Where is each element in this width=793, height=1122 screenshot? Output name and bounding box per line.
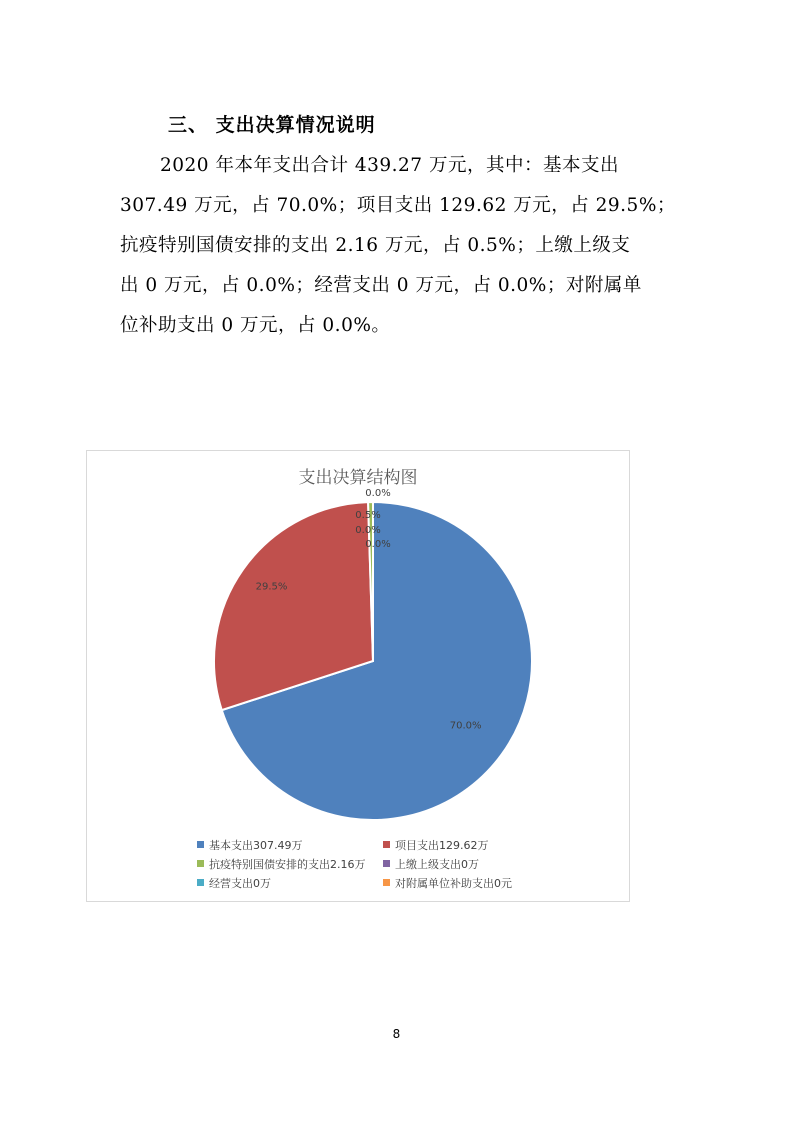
legend-item <box>383 839 489 853</box>
legend-swatch <box>197 841 204 848</box>
paragraph-line: 2020 年本年支出合计 439.27 万元，其中：基本支出 <box>160 155 619 176</box>
slice-label: 0.5% <box>355 510 381 521</box>
section-heading: 三、 支出决算情况说明 <box>168 114 376 136</box>
legend-swatch <box>197 879 204 886</box>
legend-label: 经营支出0万 <box>209 877 271 890</box>
legend-item <box>197 839 303 853</box>
slice-label: 70.0% <box>449 720 482 732</box>
paragraph-line: 抗疫特别国债安排的支出 2.16 万元，占 0.5%；上缴上级支 <box>120 235 631 256</box>
body-paragraph <box>120 146 680 346</box>
legend-item <box>383 877 512 891</box>
pie-chart-svg <box>87 451 631 903</box>
legend-swatch <box>383 841 390 848</box>
slice-label: 29.5% <box>255 581 288 593</box>
legend-item <box>383 858 479 872</box>
legend-swatch <box>383 879 390 886</box>
legend-swatch <box>197 860 204 867</box>
paragraph-line: 位补助支出 0 万元，占 0.0%。 <box>120 315 391 336</box>
page-number: 8 <box>392 1027 401 1041</box>
chart-title: 支出决算结构图 <box>298 468 418 488</box>
legend-label: 对附属单位补助支出0元 <box>395 877 512 890</box>
slice-label: 0.0% <box>355 525 381 536</box>
paragraph-line: 出 0 万元，占 0.0%；经营支出 0 万元，占 0.0%；对附属单 <box>120 275 642 296</box>
legend-swatch <box>383 860 390 867</box>
legend-item <box>197 858 366 872</box>
slice-label: 0.0% <box>365 539 391 550</box>
slice-label: 0.0% <box>365 488 391 499</box>
pie-chart <box>86 450 630 902</box>
legend-label: 项目支出129.62万 <box>395 839 489 852</box>
legend-label: 基本支出307.49万 <box>209 839 303 852</box>
paragraph-line: 307.49 万元，占 70.0%；项目支出 129.62 万元，占 29.5%； <box>120 195 676 216</box>
legend-item <box>197 877 271 891</box>
legend-label: 抗疫特别国债安排的支出2.16万 <box>209 858 366 871</box>
legend-label: 上缴上级支出0万 <box>395 858 479 871</box>
